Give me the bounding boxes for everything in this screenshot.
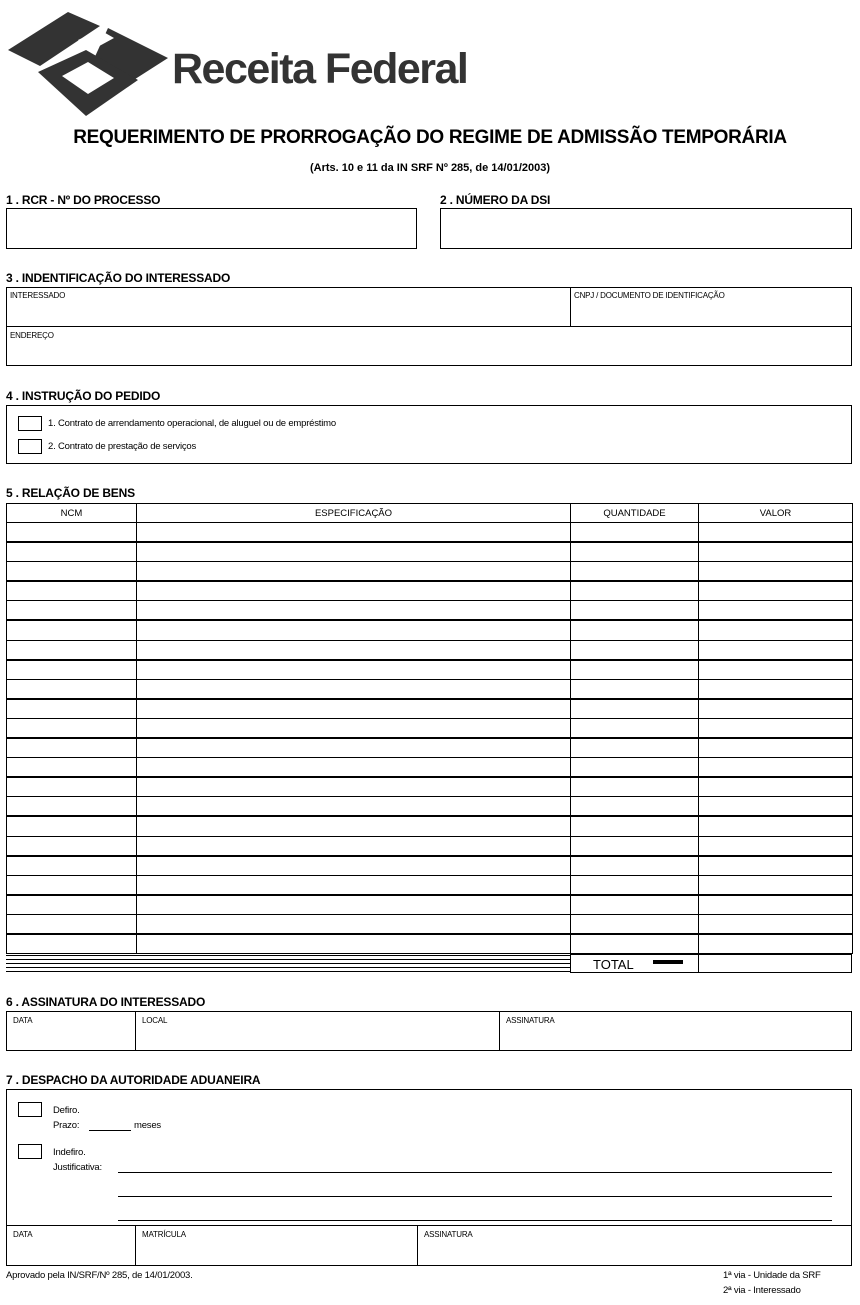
justificativa-line-1[interactable] [118, 1172, 832, 1173]
despacho-assinatura-field[interactable] [417, 1225, 852, 1266]
total-separator-line [6, 955, 570, 956]
table-cell[interactable] [571, 914, 699, 934]
table-row [7, 914, 853, 934]
table-row [7, 581, 853, 601]
endereco-label: ENDEREÇO [10, 331, 54, 340]
table-cell[interactable] [7, 758, 137, 778]
table-row [7, 601, 853, 621]
table-cell[interactable] [699, 620, 853, 640]
table-row [7, 934, 853, 954]
table-cell[interactable] [137, 562, 571, 582]
table-cell[interactable] [571, 679, 699, 699]
table-cell[interactable] [137, 777, 571, 797]
assinatura-data-field[interactable] [6, 1011, 136, 1051]
col-especificacao: ESPECIFICAÇÃO [137, 504, 571, 523]
form-title: REQUERIMENTO DE PRORROGAÇÃO DO REGIME DE ADMISSÃO TEMPORÁRIA [73, 127, 787, 148]
total-quantidade-cell [570, 954, 699, 973]
table-cell[interactable] [7, 640, 137, 660]
table-cell[interactable] [7, 562, 137, 582]
col-ncm: NCM [7, 504, 137, 523]
table-cell[interactable] [7, 542, 137, 562]
total-separator-line [6, 959, 570, 960]
table-cell[interactable] [137, 640, 571, 660]
assinatura-field[interactable] [499, 1011, 852, 1051]
table-row [7, 542, 853, 562]
table-row [7, 523, 853, 543]
table-cell[interactable] [571, 523, 699, 543]
prazo-input-line[interactable] [89, 1130, 131, 1131]
table-cell[interactable] [137, 836, 571, 856]
table-cell[interactable] [699, 562, 853, 582]
table-cell[interactable] [137, 581, 571, 601]
table-cell[interactable] [699, 699, 853, 719]
table-cell[interactable] [7, 836, 137, 856]
col-valor: VALOR [699, 504, 853, 523]
total-separator-line [6, 967, 570, 968]
table-cell[interactable] [699, 542, 853, 562]
table-row [7, 718, 853, 738]
table-cell[interactable] [699, 914, 853, 934]
table-cell[interactable] [7, 777, 137, 797]
section-5-label: 5 . RELAÇÃO DE BENS [6, 486, 135, 500]
table-cell[interactable] [571, 542, 699, 562]
via-1-note: 1ª via - Unidade da SRF [723, 1270, 821, 1281]
table-cell[interactable] [699, 718, 853, 738]
table-cell[interactable] [571, 562, 699, 582]
table-cell[interactable] [699, 816, 853, 836]
total-label: TOTAL [593, 957, 634, 972]
section-3-label: 3 . INDENTIFICAÇÃO DO INTERESSADO [6, 271, 231, 285]
table-cell[interactable] [571, 581, 699, 601]
table-cell[interactable] [137, 816, 571, 836]
table-row [7, 895, 853, 915]
table-cell[interactable] [699, 836, 853, 856]
despacho-data-field[interactable] [6, 1225, 136, 1266]
table-row [7, 679, 853, 699]
table-cell[interactable] [137, 934, 571, 954]
table-cell[interactable] [7, 816, 137, 836]
table-cell[interactable] [137, 660, 571, 680]
table-cell[interactable] [571, 797, 699, 817]
total-separator-line [6, 963, 570, 964]
table-cell[interactable] [571, 895, 699, 915]
option-1-checkbox[interactable] [18, 416, 42, 431]
section-2-label: 2 . NÚMERO DA DSI [440, 193, 551, 207]
table-cell[interactable] [699, 934, 853, 954]
table-cell[interactable] [699, 660, 853, 680]
table-cell[interactable] [137, 523, 571, 543]
form-subtitle: (Arts. 10 e 11 da IN SRF Nº 285, de 14/01/2003) [309, 162, 551, 174]
table-cell[interactable] [699, 777, 853, 797]
receita-federal-emblem-icon [8, 10, 178, 118]
matricula-label: MATRÍCULA [142, 1230, 186, 1239]
despacho-assinatura-label: ASSINATURA [424, 1230, 473, 1239]
table-cell[interactable] [571, 601, 699, 621]
table-cell[interactable] [571, 699, 699, 719]
justificativa-line-3[interactable] [118, 1220, 832, 1221]
section-7-label: 7 . DESPACHO DA AUTORIDADE ADUANEIRA [6, 1073, 261, 1087]
section-6-label: 6 . ASSINATURA DO INTERESSADO [6, 995, 206, 1009]
table-cell[interactable] [137, 601, 571, 621]
table-cell[interactable] [699, 581, 853, 601]
table-row [7, 640, 853, 660]
table-row [7, 797, 853, 817]
table-cell[interactable] [571, 856, 699, 876]
cnpj-label: CNPJ / DOCUMENTO DE IDENTIFICAÇÃO [574, 291, 725, 300]
option-1-label: 1. Contrato de arrendamento operacional, de aluguel ou de empréstimo [48, 418, 336, 429]
defiro-label: Defiro. [53, 1105, 80, 1116]
table-row [7, 875, 853, 895]
table-cell[interactable] [7, 581, 137, 601]
despacho-data-label: DATA [13, 1230, 33, 1239]
table-cell[interactable] [137, 620, 571, 640]
table-cell[interactable] [137, 797, 571, 817]
table-cell[interactable] [571, 718, 699, 738]
table-cell[interactable] [699, 601, 853, 621]
option-2-checkbox[interactable] [18, 439, 42, 454]
table-cell[interactable] [571, 816, 699, 836]
assinatura-label: ASSINATURA [506, 1016, 555, 1025]
indefiro-checkbox[interactable] [18, 1144, 42, 1159]
table-cell[interactable] [699, 738, 853, 758]
table-row [7, 562, 853, 582]
table-cell[interactable] [137, 542, 571, 562]
approved-note: Aprovado pela IN/SRF/Nº 285, de 14/01/2003. [6, 1270, 193, 1281]
indefiro-label: Indefiro. [53, 1147, 86, 1158]
table-row [7, 758, 853, 778]
table-cell[interactable] [699, 797, 853, 817]
table-cell[interactable] [7, 718, 137, 738]
assinatura-local-field[interactable] [135, 1011, 500, 1051]
table-cell[interactable] [571, 875, 699, 895]
table-cell[interactable] [137, 875, 571, 895]
table-cell[interactable] [7, 895, 137, 915]
receita-federal-logo [8, 10, 468, 118]
total-arrow-mark [653, 960, 683, 964]
table-row [7, 620, 853, 640]
rcr-processo-field[interactable] [6, 208, 417, 249]
data-label: DATA [13, 1016, 33, 1025]
interessado-label: INTERESSADO [10, 291, 66, 300]
table-row [7, 816, 853, 836]
cnpj-field[interactable] [570, 287, 852, 327]
via-2-note: 2ª via - Interessado [723, 1285, 801, 1296]
table-cell[interactable] [699, 875, 853, 895]
local-label: LOCAL [142, 1016, 168, 1025]
table-cell[interactable] [7, 856, 137, 876]
table-cell[interactable] [571, 758, 699, 778]
table-cell[interactable] [571, 934, 699, 954]
table-cell[interactable] [7, 620, 137, 640]
table-cell[interactable] [699, 640, 853, 660]
table-cell[interactable] [7, 738, 137, 758]
table-cell[interactable] [571, 620, 699, 640]
table-row [7, 738, 853, 758]
table-cell[interactable] [7, 523, 137, 543]
table-cell[interactable] [137, 758, 571, 778]
table-cell[interactable] [699, 856, 853, 876]
table-cell[interactable] [7, 797, 137, 817]
defiro-checkbox[interactable] [18, 1102, 42, 1117]
table-cell[interactable] [137, 856, 571, 876]
prazo-label: Prazo: [53, 1120, 80, 1131]
justificativa-label: Justificativa: [53, 1162, 102, 1173]
section-4-label: 4 . INSTRUÇÃO DO PEDIDO [6, 389, 161, 403]
numero-dsi-field[interactable] [440, 208, 852, 249]
table-cell[interactable] [137, 679, 571, 699]
meses-label: meses [134, 1120, 161, 1131]
table-cell[interactable] [699, 523, 853, 543]
table-cell[interactable] [7, 875, 137, 895]
table-cell[interactable] [7, 914, 137, 934]
justificativa-line-2[interactable] [118, 1196, 832, 1197]
total-valor-field[interactable] [698, 954, 852, 973]
col-quantidade: QUANTIDADE [571, 504, 699, 523]
table-cell[interactable] [137, 699, 571, 719]
table-cell[interactable] [137, 738, 571, 758]
table-row [7, 856, 853, 876]
table-cell[interactable] [7, 660, 137, 680]
matricula-field[interactable] [135, 1225, 418, 1266]
table-cell[interactable] [571, 660, 699, 680]
endereco-field[interactable] [6, 326, 852, 366]
total-separator-line [6, 971, 570, 972]
bens-table [6, 503, 853, 954]
table-cell[interactable] [7, 601, 137, 621]
interessado-field[interactable] [6, 287, 571, 327]
table-cell[interactable] [137, 895, 571, 915]
section-1-label: 1 . RCR - Nº DO PROCESSO [6, 193, 161, 207]
table-row [7, 660, 853, 680]
table-row [7, 699, 853, 719]
table-cell[interactable] [571, 777, 699, 797]
table-cell[interactable] [571, 836, 699, 856]
table-row [7, 777, 853, 797]
table-cell[interactable] [7, 679, 137, 699]
logo-text: Receita Federal [172, 45, 468, 93]
table-cell[interactable] [571, 738, 699, 758]
table-cell[interactable] [7, 699, 137, 719]
table-row [7, 836, 853, 856]
table-cell[interactable] [571, 640, 699, 660]
instrucao-pedido-box [6, 405, 852, 464]
table-cell[interactable] [699, 758, 853, 778]
table-cell[interactable] [699, 895, 853, 915]
option-2-label: 2. Contrato de prestação de serviços [48, 441, 197, 452]
table-cell[interactable] [699, 679, 853, 699]
table-cell[interactable] [137, 914, 571, 934]
table-cell[interactable] [137, 718, 571, 738]
table-cell[interactable] [7, 934, 137, 954]
despacho-box [6, 1089, 852, 1226]
